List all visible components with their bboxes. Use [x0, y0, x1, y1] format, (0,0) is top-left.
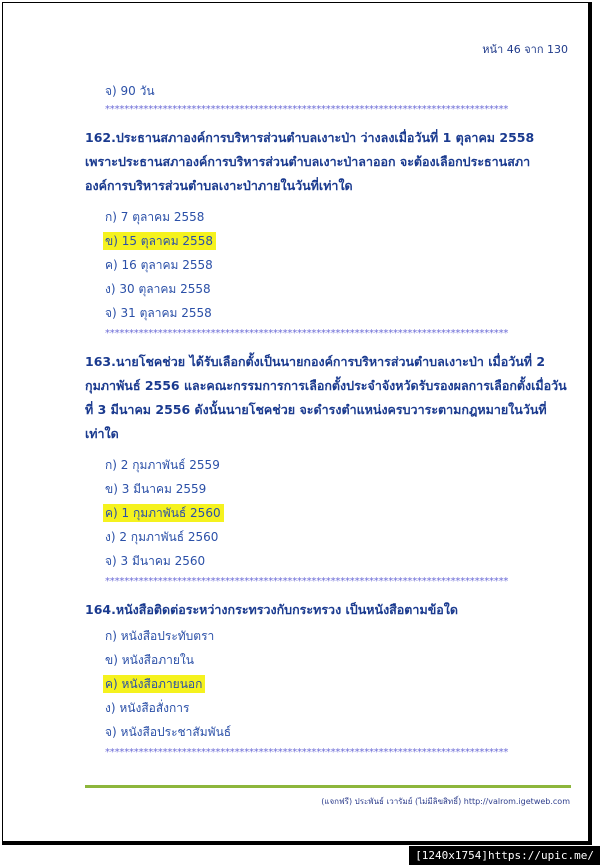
page-number: หน้า 46 จาก 130	[482, 43, 568, 56]
answer-highlight: ค) 1 กุมภาพันธ์ 2560	[103, 504, 224, 522]
option-162-c: ค) 16 ตุลาคม 2558	[105, 258, 213, 272]
option-164-a: ก) หนังสือประทับตรา	[105, 629, 215, 643]
question-164: 164.หนังสือติดต่อระหว่างกระทรวงกับกระทรวง เป็นหนังสือตามข้อใด	[85, 602, 458, 617]
option-164-e: จ) หนังสือประชาสัมพันธ์	[105, 725, 232, 739]
option-162-a: ก) 7 ตุลาคม 2558	[105, 210, 205, 224]
footer-rule	[85, 785, 571, 788]
option-163-b: ข) 3 มีนาคม 2559	[105, 482, 207, 496]
image-host-credit: [1240x1754]https://upic.me/	[409, 846, 600, 865]
question-162: 162.ประธานสภาองค์การบริหารส่วนตำบลเงาะป่า ว่างลงเมื่อวันที่ 1 ตุลาคม 2558 เพราะประธานสภาองค์การบริหารส่วนตำบลเงาะป่าลาออก จะต้องเลือกประธานสภาองค์การบริหารส่วนตำบลเงาะป่าภายในวันที่เท่าใด	[85, 130, 535, 193]
separator-4: ************************************************************************************	[105, 747, 509, 758]
footer-text: (แจกฟรี) ประพันธ์ เวารัมย์ (ไม่มีลิขสิทธิ์) http://valrom.igetweb.com	[321, 797, 570, 806]
answer-highlight: ค) หนังสือภายนอก	[103, 675, 205, 693]
option-164-c	[105, 675, 205, 694]
option-164-d: ง) หนังสือสั่งการ	[105, 701, 190, 715]
option-163-a: ก) 2 กุมภาพันธ์ 2559	[105, 458, 220, 472]
option-162-d: ง) 30 ตุลาคม 2558	[105, 282, 211, 296]
answer-highlight: ข) 15 ตุลาคม 2558	[103, 232, 216, 250]
option-previous-e: จ) 90 วัน	[105, 84, 155, 98]
option-163-d: ง) 2 กุมภาพันธ์ 2560	[105, 530, 219, 544]
option-162-b	[105, 232, 216, 251]
option-162-e: จ) 31 ตุลาคม 2558	[105, 306, 212, 320]
separator-3: ************************************************************************************	[105, 576, 509, 587]
separator-1: ************************************************************************************	[105, 104, 509, 115]
option-163-c	[105, 504, 224, 523]
option-163-e: จ) 3 มีนาคม 2560	[105, 554, 206, 568]
option-164-b: ข) หนังสือภายใน	[105, 653, 194, 667]
separator-2: ************************************************************************************	[105, 328, 509, 339]
question-163: 163.นายโชคช่วย ได้รับเลือกตั้งเป็นนายกองค์การบริหารส่วนตำบลเงาะป่า เมื่อวันที่ 2 กุมภาพันธ์ 2556 และคณะกรรมการการเลือกตั้งประจำจังหวัดรับรองผลการเลือกตั้งเมื่อวันที่ 3 มีนาคม 2556 ดังนั้นนายโชคช่วย จะดำรงตำแหน่งครบวาระตามกฎหมายในวันที่เท่าใด	[85, 354, 567, 441]
